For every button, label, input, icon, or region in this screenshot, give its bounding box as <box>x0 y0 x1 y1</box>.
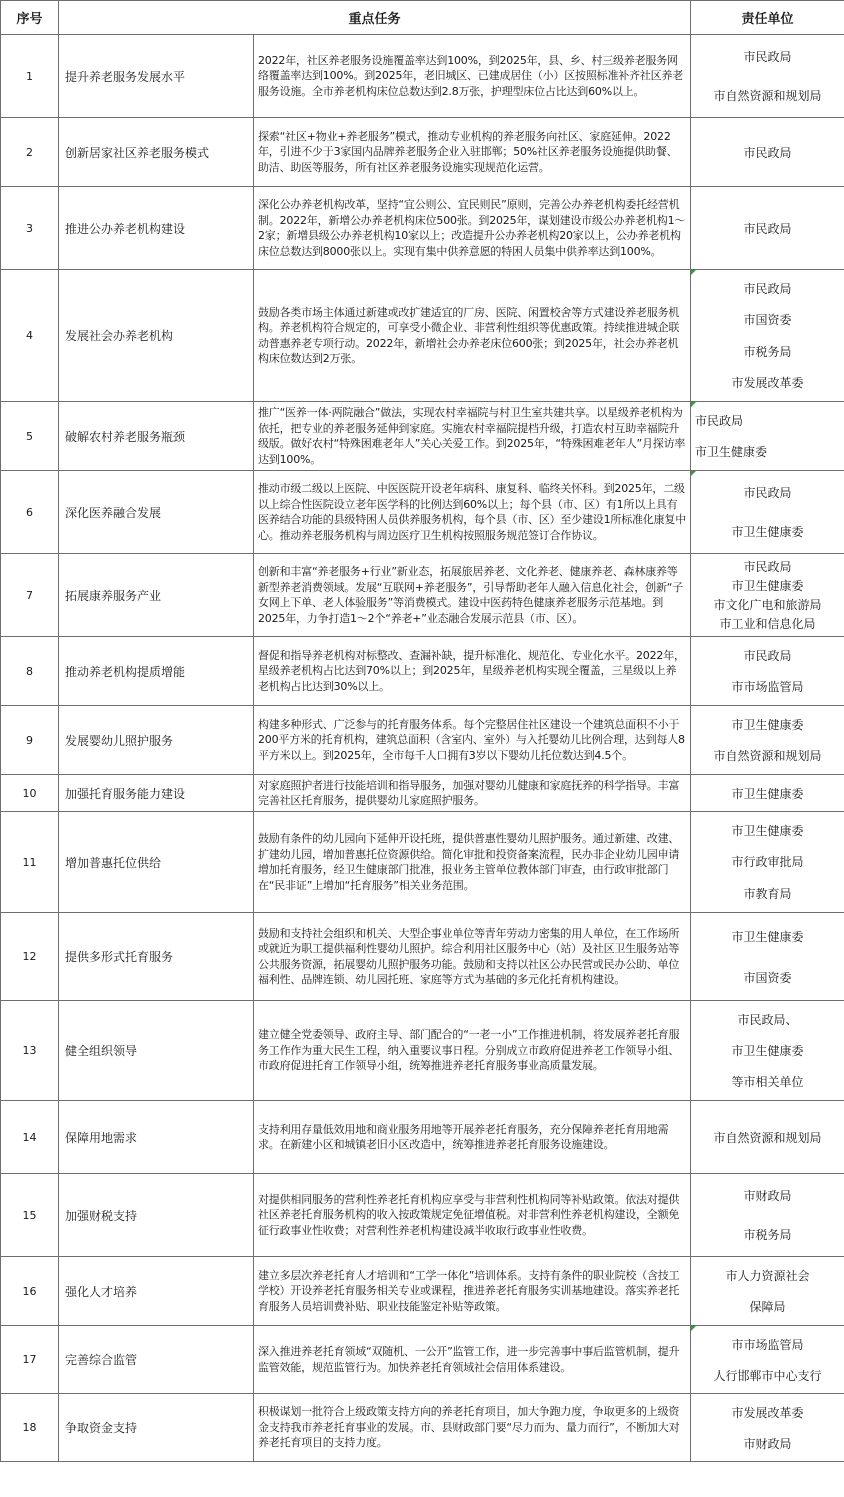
row-number: 18 <box>1 1394 59 1462</box>
responsible-units <box>691 706 844 775</box>
table-row <box>1 1101 844 1174</box>
table-row <box>1 637 844 706</box>
responsible-unit: 市发展改革委 <box>731 1405 804 1420</box>
table-row <box>1 1174 844 1257</box>
task-description: 对家庭照护者进行技能培训和指导服务，加强对婴幼儿健康和家庭抚养的科学指导。丰富完善社区托育服务，提供婴幼儿家庭照护服务。 <box>254 775 691 812</box>
table-row <box>1 812 844 913</box>
row-number: 9 <box>1 706 59 775</box>
responsible-unit: 市教育局 <box>743 887 792 902</box>
responsible-units <box>691 118 844 187</box>
responsible-unit: 市卫生健康委 <box>731 786 804 801</box>
responsible-unit: 市卫生健康委 <box>731 1043 804 1058</box>
responsible-unit: 市行政审批局 <box>731 855 804 870</box>
row-number: 8 <box>1 637 59 706</box>
row-number: 12 <box>1 913 59 1001</box>
responsible-unit: 市财政局 <box>743 1189 792 1204</box>
task-name: 完善综合监管 <box>59 1326 254 1394</box>
task-description: 深入推进养老托育领域“双随机、一公开”监管工作，进一步完善事中事后监管机制，提升监管效能，规范监管行为。加快养老托育领域社会信用体系建设。 <box>254 1326 691 1394</box>
task-description: 创新和丰富“养老服务+行业”新业态，拓展旅居养老、文化养老、健康养老、森林康养等新型养老消费领域。发展“互联网+养老服务”，引导帮助老年人融入信息化社会，创新“子女网上下单、老人体验服务”等消费模式。建设中医药特色健康养老服务示范基地。到2025年，力争打造1～2个“养老+”业态融合发展示范县（市、区）。 <box>254 554 691 637</box>
task-name: 保障用地需求 <box>59 1101 254 1174</box>
cell-comment-marker <box>691 1326 696 1331</box>
responsible-units <box>691 1394 844 1462</box>
responsible-units <box>691 1257 844 1326</box>
table-row <box>1 187 844 270</box>
responsible-unit: 市民政局 <box>695 413 744 428</box>
task-name: 创新居家社区养老服务模式 <box>59 118 254 187</box>
task-name: 提升养老服务发展水平 <box>59 35 254 118</box>
responsible-unit: 市卫生健康委 <box>731 578 804 593</box>
responsible-unit: 市国资委 <box>743 313 792 328</box>
responsible-unit: 市自然资源和规划局 <box>713 1130 822 1145</box>
row-number: 5 <box>1 402 59 471</box>
responsible-unit: 市工业和信息化局 <box>719 617 816 632</box>
row-number: 16 <box>1 1257 59 1326</box>
responsible-unit: 等市相关单位 <box>731 1075 804 1090</box>
cell-comment-marker <box>691 270 696 275</box>
responsible-unit: 市人力资源社会 <box>725 1268 810 1283</box>
task-description: 鼓励有条件的幼儿园向下延伸开设托班，提供普惠性婴幼儿照护服务。通过新建、改建、扩建幼儿园，增加普惠托位资源供给。简化审批和投资备案流程，民办非企业幼儿园申请增加托育服务，经卫生健康部门批准，报业务主管单位教体部门审查，由行政审批部门在“民非证”上增加“托育服务”相关业务范围。 <box>254 812 691 913</box>
row-number: 3 <box>1 187 59 270</box>
responsible-units <box>691 913 844 1001</box>
responsible-units <box>691 471 844 554</box>
responsible-unit: 市民政局 <box>743 50 792 65</box>
cell-comment-marker <box>691 402 696 407</box>
row-number: 11 <box>1 812 59 913</box>
row-number: 2 <box>1 118 59 187</box>
cell-comment-marker <box>691 471 696 476</box>
responsible-unit: 保障局 <box>749 1300 786 1315</box>
responsible-unit: 市文化广电和旅游局 <box>713 598 822 613</box>
table-row <box>1 913 844 1001</box>
responsible-unit: 市卫生健康委 <box>731 929 804 944</box>
table-row <box>1 1394 844 1462</box>
task-name: 加强托育服务能力建设 <box>59 775 254 812</box>
responsible-unit: 市财政局 <box>743 1436 792 1451</box>
row-number: 7 <box>1 554 59 637</box>
row-number: 13 <box>1 1001 59 1101</box>
table-row <box>1 1257 844 1326</box>
task-name: 拓展康养服务产业 <box>59 554 254 637</box>
responsible-unit: 市民政局 <box>743 281 792 296</box>
task-name: 提供多形式托育服务 <box>59 913 254 1001</box>
responsible-unit: 市民政局 <box>743 559 792 574</box>
responsible-unit: 市民政局 <box>743 145 792 160</box>
task-name: 破解农村养老服务瓶颈 <box>59 402 254 471</box>
task-name: 加强财税支持 <box>59 1174 254 1257</box>
responsible-unit: 市市场监管局 <box>731 1337 804 1352</box>
row-number: 6 <box>1 471 59 554</box>
responsible-unit: 市卫生健康委 <box>695 445 768 460</box>
task-description: 推广“医养一体·两院融合”做法，实现农村幸福院与村卫生室共建共享。以星级养老机构为依托，把专业的养老服务延伸到家庭。实施农村幸福院提档升级，打造农村互助幸福院升级版。做好农村“特殊困难老年人”关心关爱工作。到2025年，“特殊困难老年人”月探访率达到100%。 <box>254 402 691 471</box>
responsible-units <box>691 270 844 402</box>
responsible-unit: 市民政局 <box>743 648 792 663</box>
header-task: 重点任务 <box>59 1 691 35</box>
responsible-unit: 市卫生健康委 <box>731 524 804 539</box>
task-description: 支持利用存量低效用地和商业服务用地等开展养老托育服务，充分保障养老托育用地需求。在新建小区和城镇老旧小区改造中，统筹推进养老托育服务设施建设。 <box>254 1101 691 1174</box>
task-name: 争取资金支持 <box>59 1394 254 1462</box>
responsible-units <box>691 187 844 270</box>
task-description: 建立健全党委领导、政府主导、部门配合的“一老一小”工作推进机制，将发展养老托育服务工作作为重大民生工程，纳入重要议事日程。分别成立市政府促进养老工作领导小组、市政府促进托育工作领导小组，统筹推进养老托育服务事业高质量发展。 <box>254 1001 691 1101</box>
task-name: 发展社会办养老机构 <box>59 270 254 402</box>
row-number: 4 <box>1 270 59 402</box>
task-description: 鼓励和支持社会组织和机关、大型企事业单位等青年劳动力密集的用人单位，在工作场所或就近为职工提供福利性婴幼儿照护。综合利用社区服务中心（站）及社区卫生服务站等公共服务资源，拓展婴幼儿照护服务功能。鼓励和支持以社区公办民营或民办公助、单位福利性、品牌连锁、幼儿园托班、家庭等方式为基础的多元化托育机构建设。 <box>254 913 691 1001</box>
task-description: 积极谋划一批符合上级政策支持方向的养老托育项目，加大争跑力度，争取更多的上级资金支持我市养老托育事业的发展。市、县财政部门要“尽力而为、量力而行”，不断加大对养老托育项目的支持力度。 <box>254 1394 691 1462</box>
task-name: 推动养老机构提质增能 <box>59 637 254 706</box>
table-row <box>1 706 844 775</box>
responsible-units <box>691 554 844 637</box>
table-row <box>1 1001 844 1101</box>
task-description: 建立多层次养老托育人才培训和“工学一体化”培训体系。支持有条件的职业院校（含技工学校）开设养老托育服务相关专业或课程，推进养老托育服务实训基地建设。落实养老托育服务人员培训费补贴、职业技能鉴定补贴等政策。 <box>254 1257 691 1326</box>
responsible-unit: 市民政局、 <box>737 1012 798 1027</box>
responsible-units <box>691 1326 844 1394</box>
table-row <box>1 35 844 118</box>
responsible-units <box>691 637 844 706</box>
task-description: 2022年，社区养老服务设施覆盖率达到100%，到2025年，县、乡、村三级养老服务网络覆盖率达到100%。到2025年，老旧城区、已建成居住（小）区按照标准补齐社区养老服务设施。全市养老机构床位总数达到2.8万张，护理型床位占比达到60%以上。 <box>254 35 691 118</box>
responsible-unit: 市民政局 <box>743 486 792 501</box>
task-name: 增加普惠托位供给 <box>59 812 254 913</box>
table-header-row <box>1 1 844 35</box>
responsible-unit: 市民政局 <box>743 221 792 236</box>
task-description: 鼓励各类市场主体通过新建或改扩建适宜的厂房、医院、闲置校舍等方式建设养老服务机构。养老机构符合规定的，可享受小微企业、非营利性组织等优惠政策。持续推进城企联动普惠养老专项行动。2022年，新增社会办养老床位600张；到2025年，社会办养老机构床位数达到2万张。 <box>254 270 691 402</box>
table-row <box>1 471 844 554</box>
table-row <box>1 554 844 637</box>
responsible-unit: 市国资委 <box>743 970 792 985</box>
responsible-unit: 市卫生健康委 <box>731 717 804 732</box>
responsible-units <box>691 35 844 118</box>
task-name: 发展婴幼儿照护服务 <box>59 706 254 775</box>
row-number: 14 <box>1 1101 59 1174</box>
responsible-unit: 市自然资源和规划局 <box>713 88 822 103</box>
task-name: 推进公办养老机构建设 <box>59 187 254 270</box>
header-no: 序号 <box>1 1 59 35</box>
responsible-unit: 市卫生健康委 <box>731 823 804 838</box>
responsible-unit: 市自然资源和规划局 <box>713 749 822 764</box>
table-row <box>1 270 844 402</box>
responsible-units <box>691 402 844 471</box>
table-row <box>1 402 844 471</box>
task-description: 探索“社区+物业+养老服务”模式，推动专业机构的养老服务向社区、家庭延伸。2022年，引进不少于3家国内品牌养老服务企业入驻邯郸；50%社区养老服务设施提供助餐、助洁、助医等服务，所有社区养老服务设施实现规范化运营。 <box>254 118 691 187</box>
row-number: 1 <box>1 35 59 118</box>
responsible-unit: 市税务局 <box>743 344 792 359</box>
table-row <box>1 118 844 187</box>
task-description: 推动市级二级以上医院、中医医院开设老年病科、康复科、临终关怀科。到2025年，二级以上综合性医院设立老年医学科的比例达到60%以上；每个县（市、区）有1所以上具有医养结合功能的县级特困人员供养服务机构，每个县（市、区）至少建设1所标准化康复中心。推动养老服务机构与周边医疗卫生机构按照服务规范签订合作协议。 <box>254 471 691 554</box>
row-number: 17 <box>1 1326 59 1394</box>
task-name: 健全组织领导 <box>59 1001 254 1101</box>
responsible-units <box>691 1174 844 1257</box>
responsible-unit: 市税务局 <box>743 1227 792 1242</box>
responsible-unit: 市市场监管局 <box>731 680 804 695</box>
responsible-unit: 人行邯郸市中心支行 <box>713 1368 822 1383</box>
table-row <box>1 1326 844 1394</box>
responsible-units <box>691 1101 844 1174</box>
task-name: 深化医养融合发展 <box>59 471 254 554</box>
task-description: 构建多种形式、广泛参与的托育服务体系。每个完整居住社区建设一个建筑总面积不小于200平方米的托育机构，建筑总面积（含室内、室外）与入托婴幼儿比例合理，达到每人8平方米以上。到2025年，全市每千人口拥有3岁以下婴幼儿托位数达到4.5个。 <box>254 706 691 775</box>
responsible-unit: 市发展改革委 <box>731 376 804 391</box>
responsible-units <box>691 775 844 812</box>
header-unit: 责任单位 <box>691 1 844 35</box>
table-row <box>1 775 844 812</box>
responsible-units <box>691 1001 844 1101</box>
table-body <box>1 35 844 1462</box>
task-name: 强化人才培养 <box>59 1257 254 1326</box>
task-description: 对提供相同服务的营利性养老托育机构应享受与非营利性机构同等补贴政策。依法对提供社区养老托育服务机构的收入按政策规定免征增值税。对非营利性养老机构建设，全额免征行政事业性收费；对营利性养老机构建设减半收取行政事业性收费。 <box>254 1174 691 1257</box>
responsible-units <box>691 812 844 913</box>
row-number: 10 <box>1 775 59 812</box>
row-number: 15 <box>1 1174 59 1257</box>
task-description: 督促和指导养老机构对标整改、查漏补缺，提升标准化、规范化、专业化水平。2022年，星级养老机构占比达到70%以上；到2025年，星级养老机构实现全覆盖，三星级以上养老机构占比达到30%以上。 <box>254 637 691 706</box>
task-description: 深化公办养老机构改革，坚持“宜公则公、宜民则民”原则，完善公办养老机构委托经营机制。2022年，新增公办养老机构床位500张。到2025年，谋划建设市级公办养老机构1～2家；新增县级公办养老机构10家以上；改造提升公办养老机构20家以上，公办养老机构床位总数达到8000张以上。实现有集中供养意愿的特困人员集中供养率达到100%。 <box>254 187 691 270</box>
